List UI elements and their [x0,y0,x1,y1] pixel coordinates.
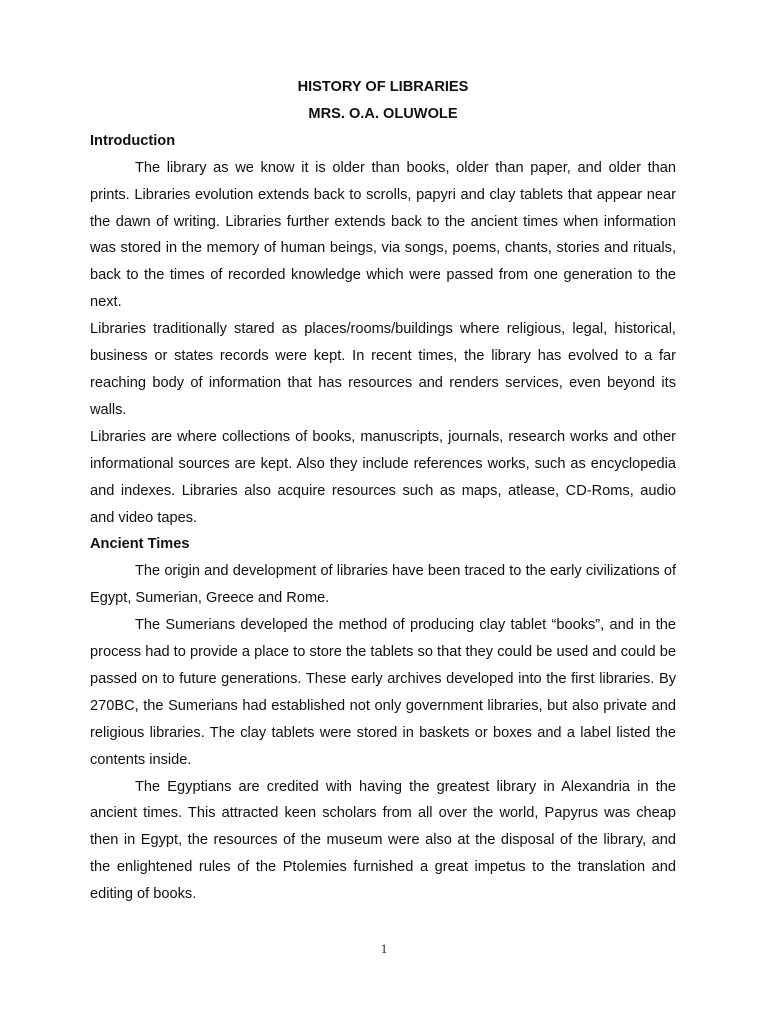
section-heading-introduction: Introduction [90,132,176,149]
paragraph: Libraries traditionally stared as places/rooms/buildings where religious, legal, historical, business or states records were kept. In recent times, the library has evolved to a far reaching body of information that has resources and renders services, even beyond its walls. [90,321,676,418]
paragraph: The Sumerians developed the method of producing clay tablet “books”, and in the process had to provide a place to store the tablets so that they could be used and could be passed on to future generations. These early archives developed into the first libraries. By 270BC, the Sumerians had established not only government libraries, but also private and religious libraries. The clay tablets were stored in baskets or boxes and a label listed the contents inside. [90,617,676,768]
document-body [90,74,676,908]
document-author: MRS. O.A. OLUWOLE [308,105,458,122]
section-heading-ancient-times: Ancient Times [90,536,190,553]
paragraph: Libraries are where collections of books, manuscripts, journals, research works and other informational sources are kept. Also they include references works, such as encyclopedia and indexes. Libraries also acquire resources such as maps, atlease, CD-Roms, audio and video tapes. [90,428,676,526]
paragraph: The origin and development of libraries have been traced to the early civilizations of Egypt, Sumerian, Greece and Rome. [90,563,676,607]
page-number: 1 [380,941,388,956]
document-title: HISTORY OF LIBRARIES [297,79,469,95]
paragraph: The Egyptians are credited with having the greatest library in Alexandria in the ancient times. This attracted keen scholars from all over the world, Papyrus was cheap then in Egypt, the resources of the museum were also at the disposal of the library, and the enlightened rules of the Ptolemies furnished a great impetus to the translation and editing of books. [90,778,676,903]
paragraph: The library as we know it is older than books, older than paper, and older than prints. Libraries evolution extends back to scrolls, papyri and clay tablets that appear near the dawn of writing. Libraries further extends back to the ancient times when information was stored in the memory of human beings, via songs, poems, chants, stories and rituals, back to the times of recorded knowledge which were passed from one generation to the next. [90,159,676,311]
